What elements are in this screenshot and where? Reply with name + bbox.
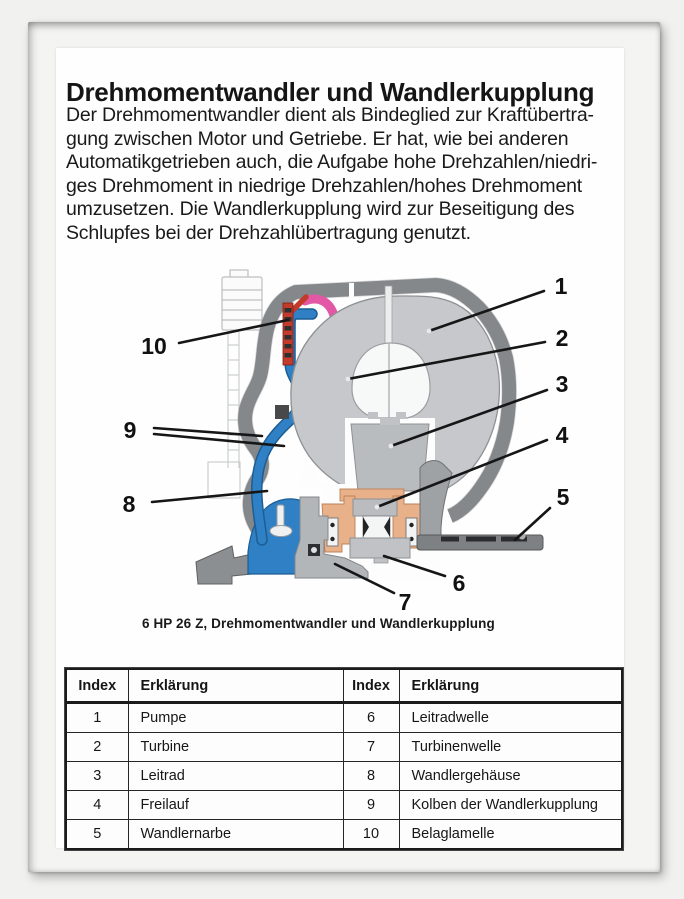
legend-index-cell: 1: [66, 703, 128, 733]
callout-number-3: 3: [555, 371, 569, 397]
shaft-ladder-outline: [208, 332, 240, 498]
dome-tab-right: [396, 412, 406, 419]
legend-index-cell: 2: [66, 733, 128, 762]
callout-number-8: 8: [122, 491, 136, 517]
table-row: [66, 820, 622, 850]
callout-number-6: 6: [452, 570, 466, 596]
callout-number-5: 5: [556, 484, 570, 510]
legend-index-cell: 4: [66, 791, 128, 820]
damper-outline: [222, 270, 262, 330]
legend-header-erklaerung: Erklärung: [399, 669, 622, 703]
stator-neck: [380, 418, 400, 425]
callout-number-2: 2: [555, 325, 569, 351]
callout-tip-dot: [375, 505, 380, 510]
legend-header-index: Index: [66, 669, 128, 703]
lining-plate-stack: [283, 303, 293, 365]
callout-number-7: 7: [398, 589, 412, 615]
center-shaft: [385, 286, 392, 346]
turbine-dome: [352, 343, 430, 418]
housing-slot: [349, 283, 354, 299]
legend-erklaerung-cell: Freilauf: [128, 791, 343, 820]
legend-erklaerung-cell: Pumpe: [128, 703, 343, 733]
legend-index-cell: 7: [343, 733, 399, 762]
table-row: [66, 791, 622, 820]
paragraph-line: Der Drehmomentwandler dient als Bindeglied zur Kraftübertra-: [66, 104, 594, 126]
legend-erklaerung-cell: Belaglamelle: [399, 820, 622, 850]
legend-index-cell: 9: [343, 791, 399, 820]
legend-table-header: [66, 669, 622, 703]
legend-index-cell: 8: [343, 762, 399, 791]
intro-paragraph: [66, 104, 641, 245]
legend-erklaerung-cell: Wandlernarbe: [128, 820, 343, 850]
torque-converter-diagram: [28, 260, 660, 640]
callout-number-1: 1: [554, 273, 568, 299]
paragraph-line: Automatikgetrieben auch, die Aufgabe hohe Drehzahlen/niedri-: [66, 151, 598, 173]
page-title: Drehmomentwandler und Wandlerkupplung: [66, 77, 595, 108]
paragraph-line: umzusetzen. Die Wandlerkupplung wird zur Beseitigung des: [66, 198, 575, 220]
legend-index-cell: 3: [66, 762, 128, 791]
diagram-caption: 6 HP 26 Z, Drehmomentwandler und Wandlerkupplung: [142, 616, 495, 631]
paragraph-line: gung zwischen Motor und Getriebe. Er hat, wie bei anderen: [66, 127, 569, 150]
legend-erklaerung-cell: Leitradwelle: [399, 703, 622, 733]
legend-header-index: Index: [343, 669, 399, 703]
legend-table: [65, 668, 623, 850]
legend-erklaerung-cell: Kolben der Wandlerkupplung: [399, 791, 622, 820]
stator-shaft-block: [350, 538, 410, 558]
stator: [351, 424, 429, 491]
legend-header-erklaerung: Erklärung: [128, 669, 343, 703]
legend-index-cell: 10: [343, 820, 399, 850]
callout-number-10: 10: [141, 333, 167, 359]
legend-erklaerung-cell: Leitrad: [128, 762, 343, 791]
legend-erklaerung-cell: Wandlergehäuse: [399, 762, 622, 791]
legend-index-cell: 6: [343, 703, 399, 733]
table-row: [66, 762, 622, 791]
callout-leader-line: [154, 434, 284, 446]
pin-bolt: [270, 526, 292, 537]
callout-tip-dot: [346, 377, 351, 382]
hub-bearing-ball: [311, 547, 317, 553]
callout-tip-dot: [427, 329, 432, 334]
stator-shaft-notch: [374, 558, 388, 563]
callout-number-9: 9: [123, 417, 137, 443]
dome-tab-left: [368, 412, 378, 419]
paragraph-line: Schlupfes bei der Drehzahlübertragung genutzt.: [66, 221, 471, 244]
pivot-block: [275, 405, 289, 419]
legend-erklaerung-cell: Turbine: [128, 733, 343, 762]
callout-tip-dot: [389, 444, 394, 449]
callout-number-4: 4: [555, 422, 569, 448]
paragraph-line: ges Drehmoment in niedrige Drehzahlen/hohes Drehmoment: [66, 174, 582, 197]
legend-erklaerung-cell: Turbinenwelle: [399, 733, 622, 762]
table-row: [66, 733, 622, 762]
legend-index-cell: 5: [66, 820, 128, 850]
table-row: [66, 703, 622, 733]
paper-sheet: [28, 22, 660, 872]
hub-vertical: [420, 461, 452, 536]
